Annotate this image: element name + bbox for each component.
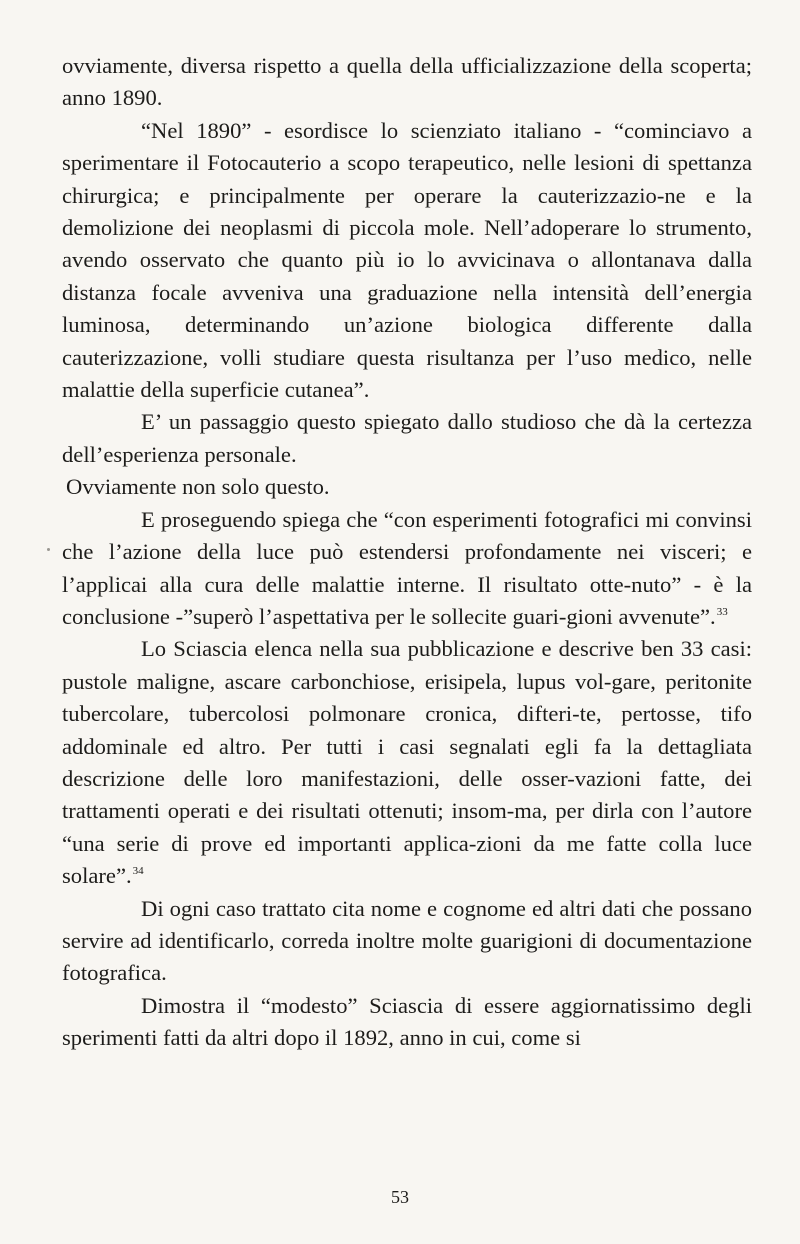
paragraph-6 xyxy=(62,633,752,892)
paragraph-4-text: Ovviamente non solo questo. xyxy=(66,474,330,500)
paragraph-4 xyxy=(62,471,752,503)
paragraph-8 xyxy=(62,990,752,1055)
paper-speck xyxy=(47,548,50,551)
paragraph-6-text: Lo Sciascia elenca nella sua pubblicazione e descrive ben 33 casi: pustole maligne, ascare carbonchiose, erisipela, lupus vol-gare, peritonite tubercolare, tubercolosi polmonare cronica, difteri-te, pertosse, tifo addominale ed altro. Per tutti i casi segnalati egli fa la dettagliata descrizione delle loro manifestazioni, delle osser-vazioni fatte, dei trattamenti operati e dei risultati ottenuti; insom-ma, per dirla con l’autore “una serie di prove ed importanti applica-zioni da me fatte colla luce solare”. xyxy=(62,636,752,889)
paragraph-8-text: Dimostra il “modesto” Sciascia di essere aggiornatissimo degli sperimenti fatti da altri dopo il 1892, anno in cui, come si xyxy=(62,992,752,1051)
page-number: 53 xyxy=(391,1187,409,1207)
paragraph-3-text: E’ un passaggio questo spiegato dallo studioso che dà la certezza dell’esperienza personale. xyxy=(62,409,752,467)
footnote-ref-34: 34 xyxy=(132,865,144,878)
paragraph-1-text: ovviamente, diversa rispetto a quella della ufficializzazione della scoperta; anno 1890. xyxy=(62,53,752,111)
paragraph-5 xyxy=(62,504,752,634)
paragraph-2 xyxy=(62,115,752,407)
paragraph-2-text: “Nel 1890” - esordisce lo scienziato italiano - “cominciavo a sperimentare il Fotocauterio a scopo terapeutico, nelle lesioni di spettanza chirurgica; e principalmente per operare la cauterizzazio-ne e la demolizione dei neoplasmi di piccola mole. Nell’adoperare lo strumento, avendo osservato che quanto più io lo avvicinava o allontanava dalla distanza focale avveniva una graduazione nella intensità dell’energia luminosa, determinando un’azione biologica differente dalla cauterizzazione, volli studiare questa risultanza per l’uso medico, nelle malattie della superficie cutanea”. xyxy=(62,117,752,403)
body-text xyxy=(62,50,752,1055)
paragraph-5-text: E proseguendo spiega che “con esperimenti fotografici mi convinsi che l’azione della luce può estendersi profondamente nei visceri; e l’applicai alla cura delle malattie interne. Il risultato otte-nuto” - è la conclusione -”superò l’aspettativa per le sollecite guari-gioni avvenute”. xyxy=(62,506,752,629)
paragraph-7 xyxy=(62,893,752,990)
paragraph-3 xyxy=(62,406,752,471)
paragraph-1 xyxy=(62,50,752,115)
paragraph-7-text: Di ogni caso trattato cita nome e cognome ed altri dati che possano servire ad identificarlo, correda inoltre molte guarigioni di documentazione fotografica. xyxy=(62,895,752,986)
footnote-ref-33: 33 xyxy=(716,605,728,618)
